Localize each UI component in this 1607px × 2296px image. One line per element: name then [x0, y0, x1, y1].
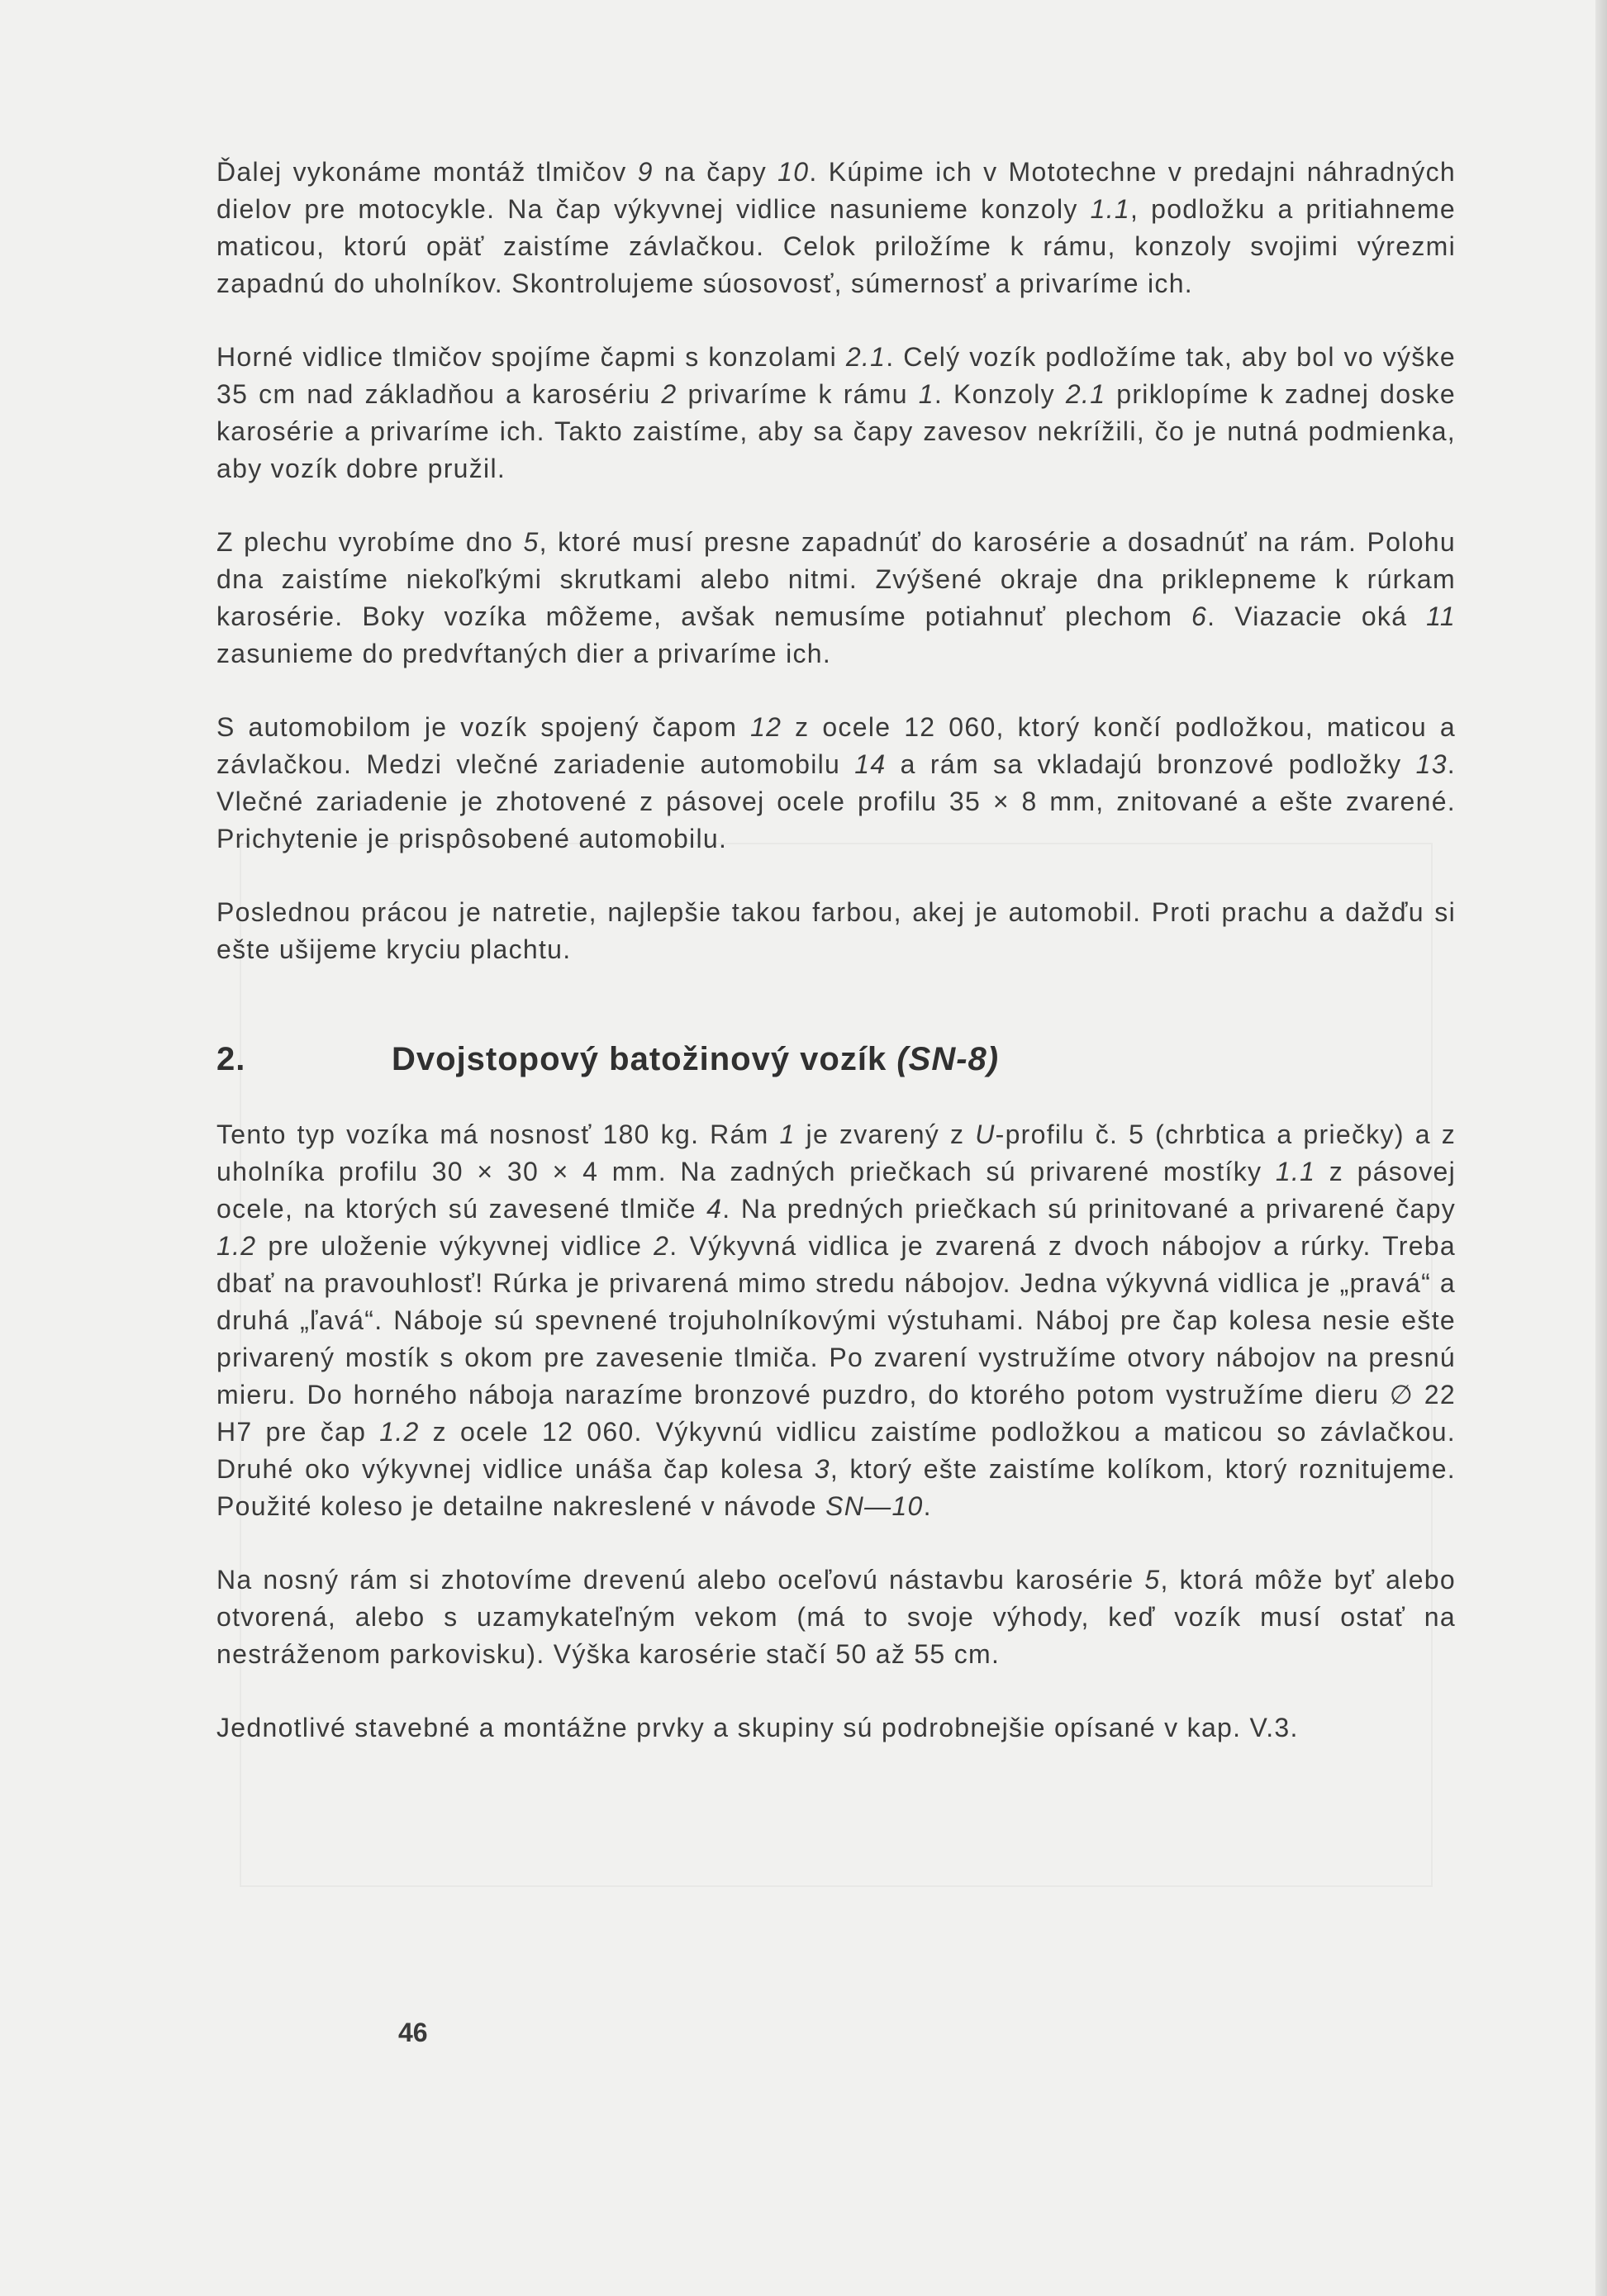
paragraph: Ďalej vykonáme montáž tlmičov 9 na čapy 10. Kúpime ich v Mototechne v predajni náhradných dielov pre motocykle. Na čap výkyvnej vidlice nasunieme konzoly 1.1, podložku a pritiahneme maticou, ktorú opäť zaistíme závlačkou. Celok priložíme k rámu, konzoly svojimi výrezmi zapadnú do uholníkov. Skontrolujeme súosovosť, súmernosť a privaríme ich.: [216, 157, 1456, 298]
bottom-paragraphs: [216, 1116, 1456, 1747]
page-number: 46: [398, 2018, 428, 2047]
page-edge-shadow: [1595, 0, 1607, 2296]
paragraph: Horné vidlice tlmičov spojíme čapmi s konzolami 2.1. Celý vozík podložíme tak, aby bol vo výške 35 cm nad základňou a karosériu 2 privaríme k rámu 1. Konzoly 2.1 priklopíme k zadnej doske karosérie a privaríme ich. Takto zaistíme, aby sa čapy zavesov nekrížili, čo je nutná podmienka, aby vozík dobre pružil.: [216, 342, 1457, 483]
paragraph: Na nosný rám si zhotovíme drevenú alebo oceľovú nástavbu karosérie 5, ktorá môže byť alebo otvorená, alebo s uzamykateľným vekom (má to svoje výhody, keď vozík musí ostať na nestráženom parkovisku). Výška karosérie stačí 50 až 55 cm.: [216, 1565, 1456, 1669]
section-heading: [216, 1041, 1456, 1078]
italic-reference: 1.1: [1090, 194, 1130, 224]
section-code: (SN-8): [896, 1041, 1000, 1077]
italic-reference: 3: [814, 1454, 830, 1484]
italic-reference: 1: [779, 1119, 796, 1149]
paragraph: Poslednou prácou je natretie, najlepšie takou farbou, akej je automobil. Proti prachu a dažďu si ešte ušijeme kryciu plachtu.: [216, 897, 1456, 964]
italic-reference: 4: [706, 1194, 723, 1224]
section-title-text: Dvojstopový batožinový vozík: [392, 1041, 897, 1077]
paragraph: Jednotlivé stavebné a montážne prvky a skupiny sú podrobnejšie opísané v kap. V.3.: [216, 1713, 1299, 1742]
italic-reference: SN—10: [825, 1491, 924, 1521]
italic-reference: 2.1: [1065, 379, 1106, 409]
italic-reference: 14: [854, 749, 887, 779]
section-number: 2.: [216, 1041, 246, 1077]
italic-reference: 13: [1415, 749, 1448, 779]
page-content: [216, 154, 1456, 1783]
italic-reference: 10: [777, 157, 810, 187]
italic-reference: 1: [918, 379, 934, 409]
italic-reference: 11: [1426, 601, 1456, 631]
italic-reference: 9: [637, 157, 654, 187]
paragraph: Z plechu vyrobíme dno 5, ktoré musí presne zapadnúť do karosérie a dosadnúť na rám. Polohu dna zaistíme niekoľkými skrutkami alebo nitmi. Zvýšené okraje dna priklepneme k rúrkam karosérie. Boky vozíka môžeme, avšak nemusíme potiahnuť plechom 6. Viazacie oká 11 zasunieme do predvŕtaných dier a privaríme ich.: [216, 527, 1456, 668]
italic-reference: 12: [750, 712, 782, 742]
paragraph: Tento typ vozíka má nosnosť 180 kg. Rám 1 je zvarený z U-profilu č. 5 (chrbtica a priečky) a z uholníka profilu 30 × 30 × 4 mm. Na zadných priečkach sú privarené mostíky 1.1 z pásovej ocele, na ktorých sú zavesené tlmiče 4. Na predných priečkach sú prinitované a privarené čapy 1.2 pre uloženie výkyvnej vidlice 2. Výkyvná vidlica je zvarená z dvoch nábojov a rúrky. Treba dbať na pravouhlosť! Rúrka je privarená mimo stredu nábojov. Jedna výkyvná vidlica je „pravá“ a druhá „ľavá“. Náboje sú spevnené trojuholníkovými výstuhami. Náboj pre čap kolesa nesie ešte privarený mostík s okom pre zavesenie tlmiča. Po zvarení vystružíme otvory nábojov na presnú mieru. Do horného náboja narazíme bronzové puzdro, do ktorého potom vystružíme dieru ∅ 22 H7 pre čap 1.2 z ocele 12 060. Výkyvnú vidlicu zaistíme podložkou a maticou so závlačkou. Druhé oko výkyvnej vidlice unáša čap kolesa 3, ktorý ešte zaistíme kolíkom, ktorý roznitujeme. Použité koleso je detailne nakreslené v návode SN—10.: [216, 1119, 1457, 1521]
italic-reference: 5: [1144, 1565, 1161, 1595]
top-paragraphs: [216, 154, 1456, 968]
italic-reference: 1.1: [1275, 1157, 1316, 1186]
italic-reference: 1.2: [379, 1417, 420, 1447]
italic-reference: 2.1: [845, 342, 887, 372]
italic-reference: 2: [654, 1231, 670, 1261]
paragraph: S automobilom je vozík spojený čapom 12 z ocele 12 060, ktorý končí podložkou, maticou a závlačkou. Medzi vlečné zariadenie automobilu 14 a rám sa vkladajú bronzové podložky 13. Vlečné zariadenie je zhotovené z pásovej ocele profilu 35 × 8 mm, znitované a ešte zvarené. Prichytenie je prispôsobené automobilu.: [216, 712, 1456, 853]
italic-reference: 1.2: [216, 1231, 257, 1261]
italic-reference: 6: [1191, 601, 1208, 631]
italic-reference: U: [975, 1119, 996, 1149]
italic-reference: 5: [523, 527, 540, 557]
section-title: [392, 1041, 999, 1078]
italic-reference: 2: [661, 379, 678, 409]
